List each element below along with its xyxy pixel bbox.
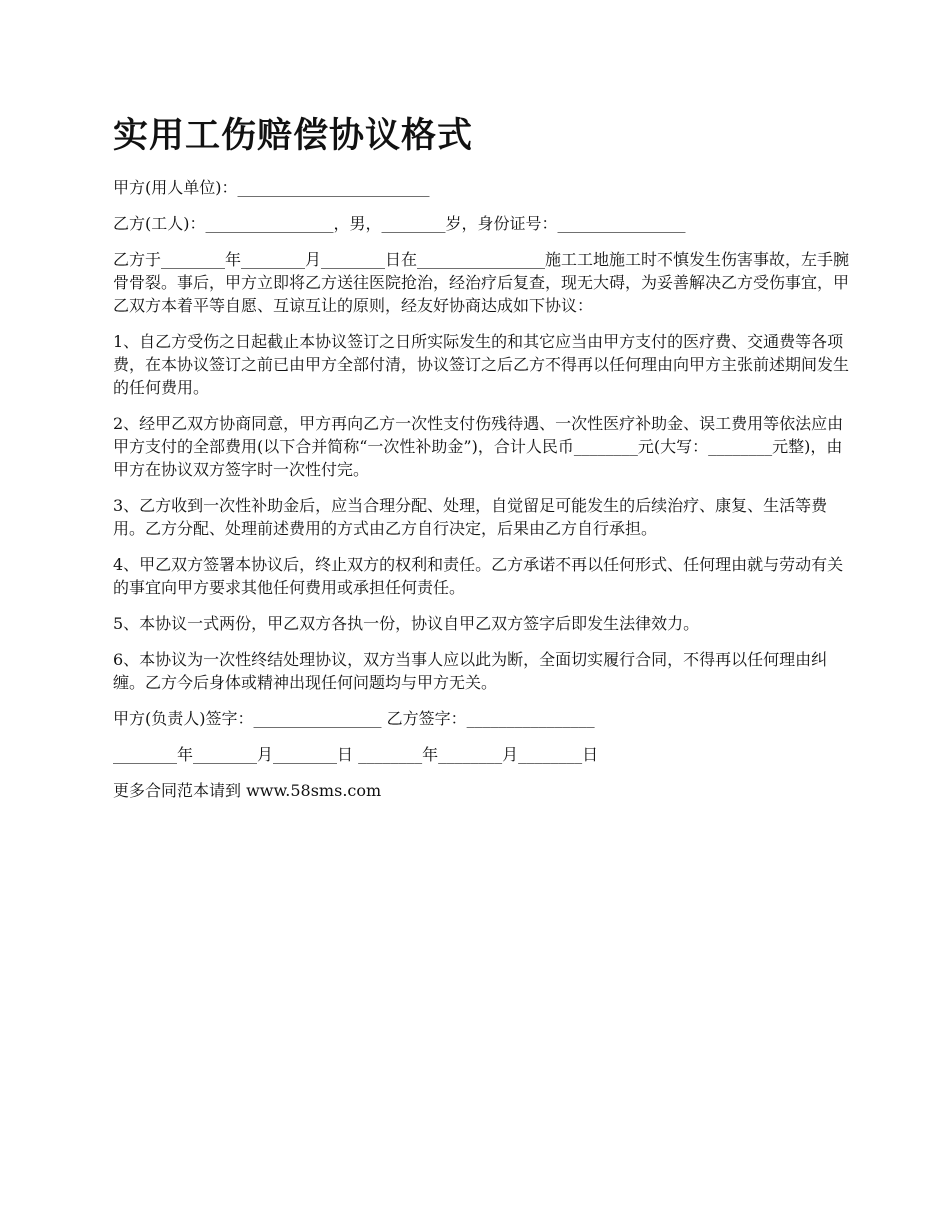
clause-1: 1、自乙方受伤之日起截止本协议签订之日所实际发生的和其它应当由甲方支付的医疗费、交通费等各项费，在本协议签订之前已由甲方全部付清，协议签订之后乙方不得再以任何理由向甲方主张前述期间发生的任何费用。	[113, 332, 850, 397]
clause-2: 2、经甲乙双方协商同意，甲方再向乙方一次性支付伤残待遇、一次性医疗补助金、误工费用等依法应由甲方支付的全部费用(以下合并简称“一次性补助金”)，合计人民币________元(大写：________元整)，由甲方在协议双方签字时一次性付完。	[113, 414, 844, 479]
document-title: 实用工伤赔偿协议格式	[113, 116, 474, 156]
incident-paragraph: 乙方于________年________月________日在________________施工工地施工时不慎发生伤害事故，左手腕骨骨裂。事后，甲方立即将乙方送往医院抢治，经治疗后复查，现无大碍，为妥善解决乙方受伤事宜，甲乙双方本着平等自愿、互谅互让的原则，经友好协商达成如下协议：	[113, 250, 850, 315]
clause-4: 4、甲乙双方签署本协议后，终止双方的权利和责任。乙方承诺不再以任何形式、任何理由就与劳动有关的事宜向甲方要求其他任何费用或承担任何责任。	[113, 555, 844, 597]
clause-3: 3、乙方收到一次性补助金后，应当合理分配、处理，自觉留足可能发生的后续治疗、康复、生活等费用。乙方分配、处理前述费用的方式由乙方自行决定，后果由乙方自行承担。	[113, 496, 828, 538]
signature-line: 甲方(负责人)签字：________________ 乙方签字：________________	[113, 709, 595, 728]
document-page	[113, 112, 858, 815]
clause-5: 5、本协议一式两份，甲乙双方各执一份，协议自甲乙双方签字后即发生法律效力。	[113, 614, 700, 633]
clause-6: 6、本协议为一次性终结处理协议，双方当事人应以此为断，全面切实履行合同，不得再以任何理由纠缠。乙方今后身体或精神出现任何问题均与甲方无关。	[113, 650, 828, 692]
footer-link-text: 更多合同范本请到 www.58sms.com	[113, 781, 382, 800]
party-a-line: 甲方(用人单位)：________________________	[113, 178, 430, 197]
date-line: ________年________月________日 ________年________月________日	[113, 745, 599, 764]
party-b-line: 乙方(工人)：________________，男，________岁，身份证号：________________	[113, 214, 686, 233]
